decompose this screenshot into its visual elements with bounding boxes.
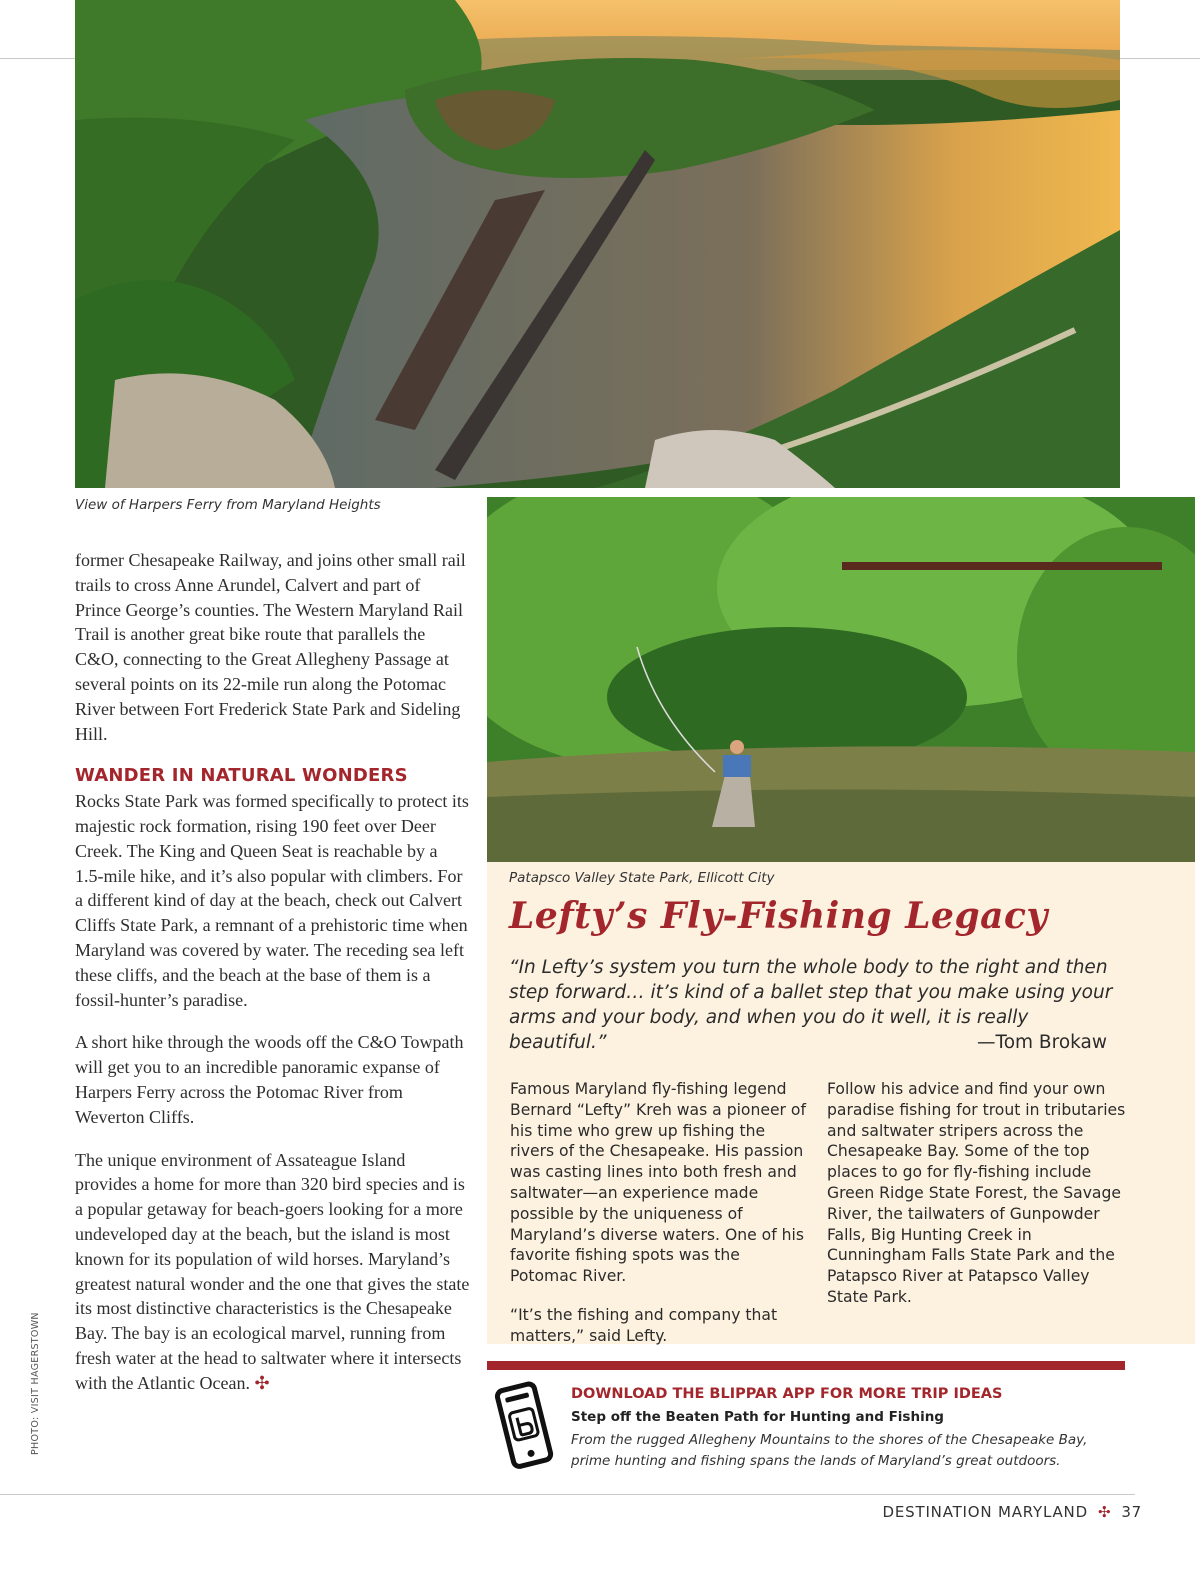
top-rule-right (1120, 58, 1200, 59)
sidebar-quote: “In Lefty’s system you turn the whole body to the right and then step forward… it’s kind of a ballet step that you make using your arms and your body, and when you do it well, it is really beautiful.” (509, 957, 1113, 1053)
quote-attribution: —Tom Brokaw (977, 1032, 1107, 1053)
article-paragraph-4-text: The unique environment of Assateague Island provides a home for more than 320 bird species and is a popular getaway for beach-goers looking for a more undeveloped day at the beach, but the island is most known for its population of wild horses. Maryland’s greatest natural wonder and the one that gives the state its most distinctive characteristics is the Chesapeake Bay. The bay is an ecological marvel, running from fresh water at the head to saltwater where it intersects with the Atlantic Ocean. (75, 1149, 470, 1393)
sidebar-col1-paragraph-2: “It’s the fishing and company that matters,” said Lefty. (510, 1305, 778, 1345)
hero-caption: View of Harpers Ferry from Maryland Heights (75, 497, 381, 513)
article-paragraph-2: Rocks State Park was formed specifically to protect its majestic rock formation, rising 190 feet over Deer Creek. The King and Queen Seat is reachable by a 1.5-mile hike, and it’s also popular with climbers. For a different kind of day at the beach, check out Calvert Cliffs State Park, a remnant of a prehistoric time when Maryland was covered by water. The receding sea left these cliffs, and the beach at the base of them is a fossil-hunter’s paradise. (75, 791, 469, 1010)
section-heading: WANDER IN NATURAL WONDERS (75, 765, 408, 787)
app-promo-description: From the rugged Allegheny Mountains to the shores of the Chesapeake Bay, prime hunting and fishing spans the lands of Maryland’s great outdoors. (571, 1432, 1088, 1469)
sidebar-col1-paragraph-1: Famous Maryland fly-fishing legend Bernard “Lefty” Kreh was a pioneer of his time who grew up fishing the rivers of the Chesapeake. His passion was casting lines into both fresh and saltwater—an experience made possible by the uniqueness of Maryland’s diverse waters. One of his favorite fishing spots was the Potomac River. (510, 1080, 806, 1286)
article-paragraph-4 (75, 1148, 470, 1396)
sidebar-column-2 (827, 1079, 1127, 1326)
sidebar-photo-caption: Patapsco Valley State Park, Ellicott City (509, 870, 775, 886)
publication-name: DESTINATION MARYLAND (882, 1503, 1088, 1521)
phone-blippar-icon[interactable] (493, 1380, 557, 1470)
end-mark-icon: ✣ (254, 1372, 270, 1393)
sidebar-column-1 (510, 1079, 810, 1365)
fly-fishing-photo-illustration (487, 497, 1195, 862)
sidebar-fly-fishing (487, 497, 1195, 1344)
footer-separator-icon: ✣ (1097, 1503, 1112, 1521)
photo-credit: PHOTO: VISIT HAGERSTOWN (30, 1312, 41, 1455)
app-promo-heading[interactable]: DOWNLOAD THE BLIPPAR APP FOR MORE TRIP IDEAS (571, 1386, 1003, 1402)
promo-divider-bar (487, 1361, 1125, 1370)
fly-fishing-photo (487, 497, 1195, 862)
footer-rule (0, 1494, 1135, 1495)
left-article-column (75, 548, 470, 1414)
top-rule-left (0, 58, 75, 59)
article-paragraph-1: former Chesapeake Railway, and joins other small rail trails to cross Anne Arundel, Calvert and part of Prince George’s counties. The Western Maryland Rail Trail is another great bike route that parallels the C&O, connecting to the Great Allegheny Passage at several points on its 22-mile run along the Potomac River between Fort Frederick State Park and Sideling Hill. (75, 550, 466, 744)
sidebar-title: Lefty’s Fly-Fishing Legacy (509, 895, 1048, 937)
hero-photo-illustration (75, 0, 1120, 488)
hero-photo-harpers-ferry (75, 0, 1120, 488)
article-paragraph-3: A short hike through the woods off the C&O Towpath will get you to an incredible panoramic expanse of Harpers Ferry across the Potomac River from Weverton Cliffs. (75, 1032, 464, 1127)
app-promo-subheading: Step off the Beaten Path for Hunting and Fishing (571, 1409, 944, 1425)
page-footer (883, 1503, 1142, 1521)
page-number: 37 (1121, 1503, 1142, 1521)
sidebar-col2-paragraph-1: Follow his advice and find your own paradise fishing for trout in tributaries and saltwater stripers across the Chesapeake Bay. Some of the top places to go for fly-fishing include Green Ridge State Forest, the Savage River, the tailwaters of Gunpowder Falls, Big Hunting Creek in Cunningham Falls State Park and the Patapsco River at Patapsco Valley State Park. (827, 1080, 1126, 1306)
